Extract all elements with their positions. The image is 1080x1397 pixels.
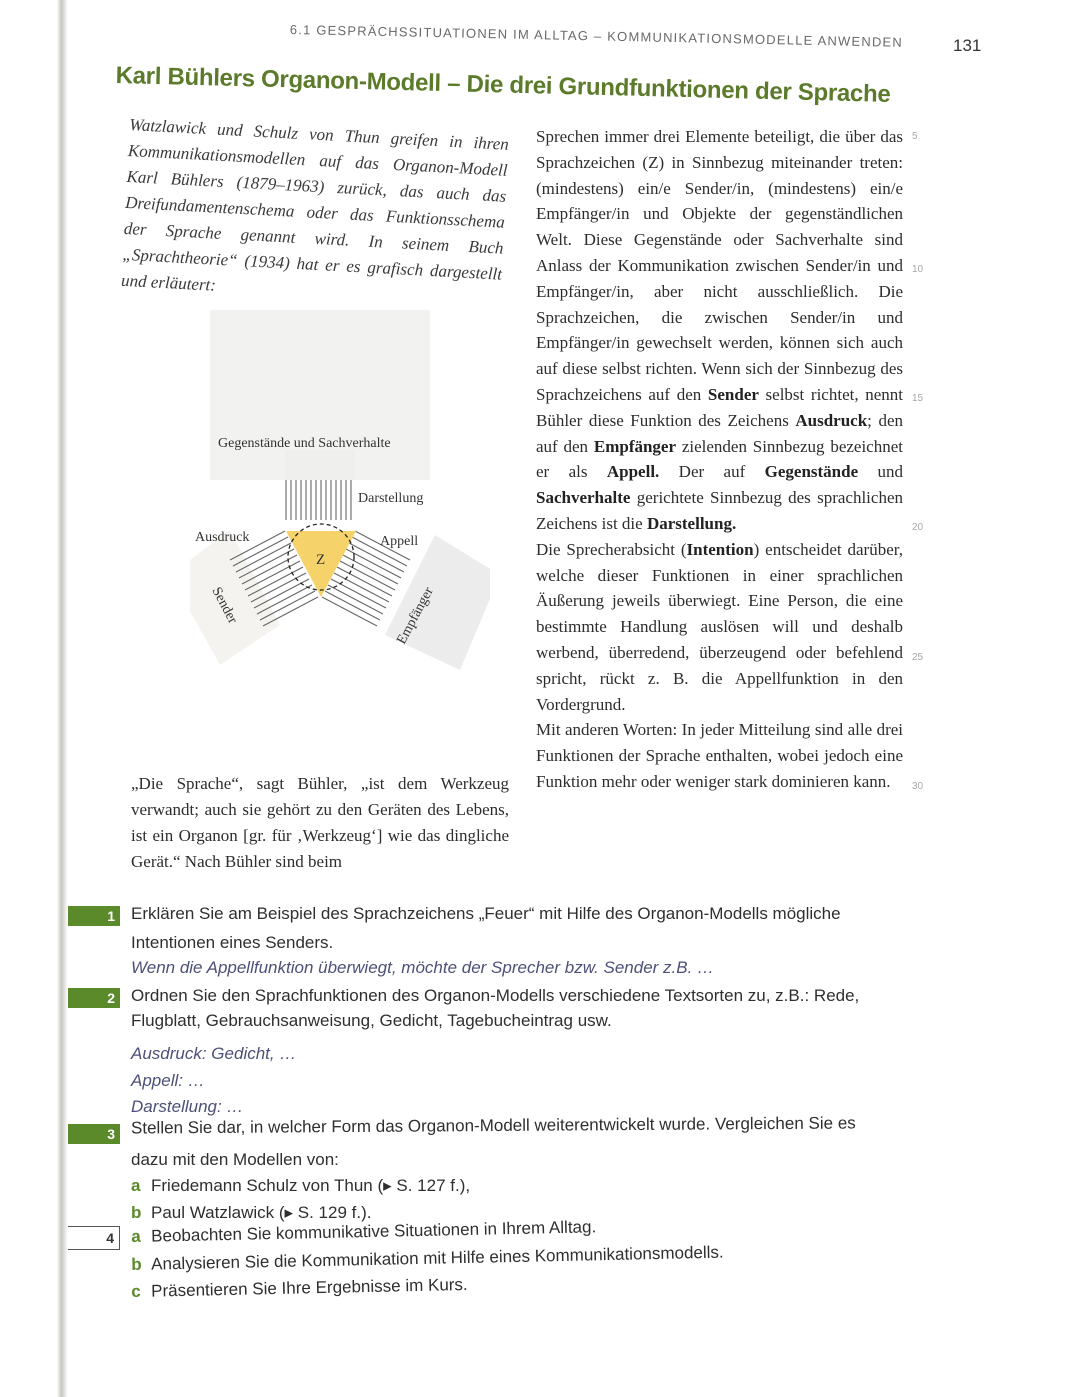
task-1-hint: Wenn die Appellfunktion überwiegt, möchte der Sprecher bzw. Sender z.B. … [131, 958, 715, 977]
text-run: ) entscheidet darüber, welche dieser Funktionen in einer sprachlichen Äußerung jeweils überwiegt. Eine Person, die eine bestimmte Handlung auslösen will und deshalb werbend, überredend, überzeugend oder befehlend spricht, rückt z. B. die Appellfunktion in den Vordergrund. [536, 539, 903, 714]
label-sender: Sender [208, 584, 240, 627]
intro-paragraph: Watzlawick und Schulz von Thun greifen in ihren Kommunikationsmodellen auf das Organon-Modell Karl Bühlers (1879–1963) zurück, das auch das Dreifundamentenschema oder das Funktionsschema der Sprache genannt wird. In seinem Buch „Sprachtheorie“ (1934) hat er es grafisch dargestellt und erläutert: [120, 114, 510, 295]
sub-letter: a [131, 1226, 141, 1246]
line-number: 5 [912, 131, 918, 142]
task-1-line-2: Intentionen eines Senders. [131, 933, 334, 952]
label-appell: Appell [380, 534, 419, 549]
sub-text: Analysieren Sie die Kommunikation mit Hilfe eines Kommunikationsmodells. [150, 1242, 724, 1274]
label-objects: Gegenstände und Sachverhalte [218, 436, 391, 451]
task-1-line-1: Erklären Sie am Beispiel des Sprachzeichens „Feuer“ mit Hilfe des Organon-Modells mögliche [131, 904, 841, 923]
paragraph-conclusion: Mit anderen Worten: In jeder Mitteilung sind alle drei Funktionen der Sprache enthalten, wobei jedoch eine Funktion mehr oder weniger stark dominieren kann. [536, 720, 903, 791]
sub-text: Paul Watzlawick (▸ S. 129 f.). [151, 1203, 372, 1222]
task-2-line-1: Ordnen Sie den Sprachfunktionen des Organon-Modells verschiedene Textsorten zu, z.B.: Rede, [131, 986, 860, 1005]
running-head [290, 22, 903, 50]
sub-letter: b [131, 1254, 142, 1274]
task-2-hint-appell: Appell: … [131, 1071, 205, 1090]
task-3-line-2: dazu mit den Modellen von: [131, 1150, 339, 1169]
organon-model-diagram [190, 305, 490, 725]
task-badge-4: 4 [68, 1226, 120, 1250]
bold-term-empfaenger: Empfänger [593, 436, 677, 456]
label-ausdruck: Ausdruck [195, 530, 250, 545]
text-run: und [858, 462, 904, 482]
sub-letter: b [131, 1203, 142, 1222]
sub-text: Präsentieren Sie Ihre Ergebnisse im Kurs. [150, 1274, 468, 1301]
sub-text: Beobachten Sie kommunikative Situationen in Ihrem Alltag. [150, 1217, 597, 1246]
text-run: Der auf [659, 462, 765, 482]
bold-term-darstellung: Darstellung. [646, 513, 737, 533]
text-run: ; den auf den [536, 410, 903, 456]
bold-term-appell: Appell. [606, 462, 660, 482]
sub-letter: a [131, 1176, 141, 1195]
bold-term-sachverhalte: Sachverhalte [536, 488, 631, 508]
label-sign: Z [316, 552, 326, 568]
right-column-text [536, 124, 903, 795]
section-number: 6.1 [289, 22, 312, 38]
label-darstellung: Darstellung [358, 491, 424, 506]
task-badge-1: 1 [68, 906, 120, 926]
task-badge-3: 3 [68, 1124, 120, 1144]
label-empfaenger: Empfänger [394, 584, 437, 647]
line-number: 10 [912, 264, 924, 275]
paragraph-intention [536, 537, 903, 718]
task-2-hint-darstellung: Darstellung: … [131, 1097, 244, 1116]
text-run: zielenden Sinnbezug bezeichnet er als [536, 436, 903, 482]
task-2-line-2: Flugblatt, Gebrauchsanweisung, Gedicht, Tagebucheintrag usw. [131, 1011, 612, 1030]
task-3-line-1: Stellen Sie dar, in welcher Form das Organon-Modell weiterentwickelt wurde. Vergleichen Sie es [130, 1113, 856, 1138]
text-run: selbst richtet, nennt Bühler diese Funktion des Zeichens [536, 384, 903, 430]
page-number: 131 [953, 36, 982, 55]
bold-term-ausdruck: Ausdruck [795, 410, 868, 430]
task-3b [131, 1203, 371, 1223]
task-4c [131, 1275, 468, 1302]
book-gutter-shadow [0, 0, 68, 1397]
bold-term-gegenstaende: Gegenstände [764, 462, 859, 482]
bold-term-sender: Sender [707, 384, 759, 404]
running-head-text: GESPRÄCHSSITUATIONEN IM ALLTAG – KOMMUNIKATIONSMODELLE ANWENDEN [316, 22, 904, 50]
text-run: gerichtete Sinnbezug des sprachlichen Zeichens ist die [536, 488, 903, 533]
line-number: 25 [912, 652, 924, 663]
task-4b [131, 1243, 724, 1275]
left-column-text: „Die Sprache“, sagt Bühler, „ist dem Werkzeug verwandt; auch sie gehört zu den Geräten des Lebens, ist ein Organon [gr. für ‚Werkzeug‘] wie das dingliche Gerät.“ Nach Bühler sind beim [131, 774, 509, 871]
task-3a [131, 1176, 470, 1196]
sub-text: Friedemann Schulz von Thun (▸ S. 127 f.), [151, 1176, 471, 1195]
sub-letter: c [131, 1281, 141, 1301]
darstellung-lines [286, 480, 351, 520]
bold-term-intention: Intention [686, 539, 754, 559]
line-number: 30 [912, 781, 924, 792]
sender-box [190, 530, 280, 665]
text-run: Die Sprecherabsicht ( [536, 539, 687, 559]
task-2-hint-ausdruck: Ausdruck: Gedicht, … [131, 1044, 297, 1063]
task-badge-2: 2 [68, 988, 120, 1008]
text-run: Sprechen immer drei Elemente beteiligt, die über das Sprachzeichen (Z) in Sinnbezug miteinander treten: (mindestens) ein/e Sender/in, (mindestens) ein/e Empfänger/in und Objekte der gegenständlichen Welt. Diese Gegenstände oder Sachverhalte sind Anlass der Kommunikation zwischen Sender/in und Empfänger/in, aber nicht ausschließlich. Die Sprachzeichen, die zwischen Sender/in und Empfänger/in gewechselt werden, können sich auch auf diese selbst richten. Wenn sich der Sinnbezug des Sprachzeichens auf den [536, 127, 903, 404]
page-title: Karl Bühlers Organon-Modell – Die drei Grundfunktionen der Sprache [115, 62, 891, 108]
line-number: 20 [912, 522, 924, 533]
line-number: 15 [912, 393, 924, 404]
